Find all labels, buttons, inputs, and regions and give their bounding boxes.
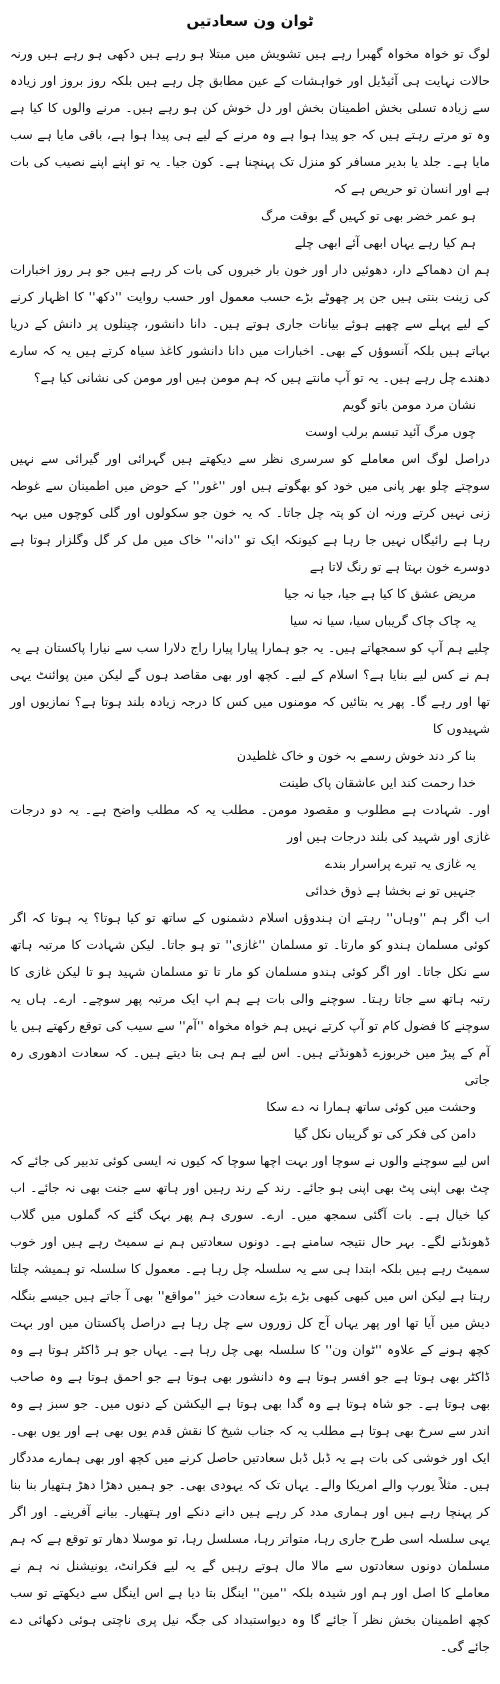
verse-line: یہ غازی یہ تیرے پراسرار بندے xyxy=(325,856,476,871)
verse-line: وحشت میں کوئی ساتھ ہمارا نہ دے سکا xyxy=(266,1099,476,1114)
verse-line: چوں مرگ آئید تبسم برلب اوست xyxy=(305,424,476,439)
paragraph: اور۔ شہادت ہے مطلوب و مقصود مومن۔ مطلب یہ کہ مطلب واضح ہے۔ یہ دو درجات غازی اور شہید کی بلند درجات ہیں اور xyxy=(10,802,490,844)
verse-line: خدا رحمت کند ایں عاشقان پاک طینت xyxy=(279,775,476,790)
paragraph: چلیے ہم آپ کو سمجھاتے ہیں۔ یہ جو ہمارا پیارا پیارا راج دلارا سب سے نیارا پاکستان ہے یہ ہم نے کس لیے بنایا ہے؟ اسلام کے لیے۔ کچھ اور بھی مقاصد ہوں گے لیکن مین پوائنٹ یہی تھا اور رہے گا۔ پھر یہ بتائیں کہ مومنوں میں کس کا درجہ زیادہ بلند ہوتا ہے؟ نمازیوں اور شہیدوں کا xyxy=(10,640,490,736)
verse-line: یہ چاک چاک گریباں سیا، سیا نہ سیا xyxy=(289,613,476,628)
verse-line: ہو عمر خضر بھی تو کہیں گے بوقت مرگ xyxy=(260,208,476,223)
article-title: ٹوان ون سعادتیں xyxy=(186,12,314,30)
verse-line: ہم کیا رہے یہاں ابھی آئے ابھی چلے xyxy=(294,235,476,250)
verse-line: نشان مرد مومن باتو گویم xyxy=(342,397,476,412)
paragraph: اب اگر ہم ''وہاں'' رہتے ان ہندوؤں اسلام دشمنوں کے ساتھ تو کیا ہوتا؟ یہ ہوتا کہ اگر کوئی مسلمان ہندو کو مارتا۔ تو مسلمان ''غازی'' تو ہو جاتا۔ لیکن شہادت کا مرتبہ ہاتھ سے نکل جاتا۔ اور اگر کوئی ہندو مسلمان کو مار تا تو مسلمان شہید ہو تا لیکن غازی کا رتبہ ہاتھ سے جاتا رہتا۔ سوچنے والی بات ہے ہم اپ ایک مرتبہ پھر سوچے۔ ارے۔ ہاں یہ سوچنے کا فضول کام تو آپ کرتے نہیں ہم خواہ مخواہ ''آم'' سے سیب کی توقع رکھتے ہیں یا آم کے پیڑ میں خربوزے ڈھونڈتے ہیں۔ اس لیے ہم ہی بتا دیتے ہیں۔ کہ سعادت ادھوری رہ جاتی xyxy=(10,910,490,1087)
article-body xyxy=(10,40,490,1660)
verse-line: دامن کی فکر کی تو گریباں نکل گیا xyxy=(294,1126,476,1141)
paragraph: اس لیے سوچنے والوں نے سوچا اور بہت اچھا سوچا کہ کیوں نہ ایسی کوئی تدبیر کی جائے کہ چٹ بھی اپنی پٹ بھی اپنی ہو جائے۔ رند کے رند رہیں اور ہاتھ سے جنت بھی نہ جائے۔ اب کیا خیال ہے۔ بات آگئی سمجھ میں۔ ارے۔ سوری ہم پھر بہک گئے کہ گملوں میں گلاب ڈھونڈنے لگے۔ بہر حال نتیجہ سامنے ہے۔ دونوں سعادتیں ہم نے سمیٹ رہے ہیں اور خوب سمیٹ رہے ہیں بلکہ ابتدا ہی سے یہ سلسلہ چل رہا ہے۔ معمول کا سلسلہ تو ہمیشہ چلتا رہتا ہے لیکن اس میں کبھی کبھی بڑے بڑے سعادت خیز ''مواقع'' بھی آ جاتے ہیں جیسے بنگلہ دیش میں آیا تھا اور پھر یہاں آج کل زوروں سے چل رہا ہے دراصل پاکستان میں اور بہت کچھ ہونے کے علاوہ ''ٹوان ون'' کا سلسلہ بھی چل رہا ہے۔ یہاں جو ہر ڈاکٹر ہوتا ہے وہ ڈاکٹر بھی ہوتا ہے جو افسر ہوتا ہے وہ دانشور بھی ہوتا ہے جو احمق ہوتا ہے وہ صاحب بھی ہوتا ہے۔ جو شاہ ہوتا ہے وہ گدا بھی ہوتا ہے الیکشن کے دنوں میں۔ جو سبز ہے وہ اندر سے سرخ بھی ہوتا ہے مطلب یہ کہ جناب شیخ کا نقش قدم یوں بھی ہے اور یوں بھی۔ ایک اور خوشی کی بات ہے یہ ڈبل ڈبل سعادتیں حاصل کرنے میں کچھ اور بھی ہمارے مددگار ہیں۔ مثلاً یورپ والے امریکا والے۔ یہاں تک کہ یہودی بھی۔ جو ہمیں دھڑا دھڑ ہتھیار بنا بنا کر پہنچا رہے ہیں اور ہماری مدد کر رہے ہیں دانے دنکے اور ہتھیار۔ بیانے آفرینے۔ اور اگر یہی سلسلہ اسی طرح جاری رہا، متواتر رہا، مسلسل رہا، تو موسلا دھار تو توقع ہے کہ ہم مسلمان دونوں سعادتوں سے مالا مال ہوتے رہیں گے یہ لیے فکرانٹ، یونیشنل نہ ہم نے معاملے کا اصل اور ہم اور شیدہ بلکہ ''مین'' اینگل بتا دیا ہے اس اینگل سے دیکھتے تو سب کچھ اطمینان بخش نظر آ جائے گا وہ دیواستبداد کی جگہ نیل پری ناچتی ہوئی دکھائی دے جائے گی۔ xyxy=(10,1153,490,1654)
paragraph: لوگ تو خواہ مخواہ گھبرا رہے ہیں تشویش میں مبتلا ہو رہے ہیں دکھی ہو رہے ہیں ورنہ حالات نہایت ہی آئیڈیل اور خواہشات کے عین مطابق چل رہے ہیں بلکہ روز بروز اور زیادہ سے زیادہ تسلی بخش اطمینان بخش اور دل خوش کن ہو رہے ہیں۔ مرنے والوں کا کیا ہے وہ تو مرتے رہتے ہیں کہ جو پیدا ہوا ہے وہ مرنے کے لیے ہی پیدا ہوا ہے، باقی مایا ہے سب مایا ہے۔ جلد یا بدیر مسافر کو منزل تک پہنچنا ہے۔ کون جیا۔ یہ تو اپنے اپنے نصیب کی بات ہے اور انسان تو حریص ہے کہ xyxy=(10,46,490,196)
verse-line: بنا کر دند خوش رسمے بہ خون و خاک غلطیدن xyxy=(236,748,476,763)
verse-line: جنہیں تو نے بخشا ہے ذوق خدائی xyxy=(305,883,476,898)
verse-line: مریض عشق کا کیا ہے جیا، جیا نہ جیا xyxy=(284,586,476,601)
paragraph: ہم ان دھماکے دار، دھوئیں دار اور خون بار خبروں کی بات کر رہے ہیں جو ہر روز اخبارات کی زینت بنتی ہیں جن پر چھوٹے بڑے حسب معمول اور حسب روایت ''دکھ'' کا اظہار کرنے کے لیے پہلے سے چھپے ہوئے بیانات جاری ہوتے ہیں۔ دانا دانشور، چینلوں پر دانش کے دریا بہاتے ہیں بلکہ آنسوؤں کے بھی۔ اخبارات میں دانا دانشور کاغذ سیاہ کرتے ہیں یہ کہ سارے دھندے چل رہے ہیں۔ یہ تو آپ مانتے ہیں کہ ہم مومن ہیں اور مومن کی نشانی کیا ہے؟ xyxy=(10,262,490,385)
paragraph: دراصل لوگ اس معاملے کو سرسری نظر سے دیکھتے ہیں گہرائی اور گیرائی سے نہیں سوچتے چلو بھر پانی میں خود کو بھگوتے ہیں اور ''غور'' کے حوض میں اطمینان سے غوطہ زنی نہیں کرتے ورنہ ان کو پتہ چل جاتا۔ کہ یہ خون جو سکولوں اور گلی کوچوں میں بہہ رہا ہے رائیگاں نہیں جا رہا ہے کیونکہ ایک تو ''دانہ'' خاک میں مل کر گل وگلزار ہوتا ہے دوسرے خون بہتا ہے تو رنگ لاتا ہے xyxy=(10,451,490,574)
